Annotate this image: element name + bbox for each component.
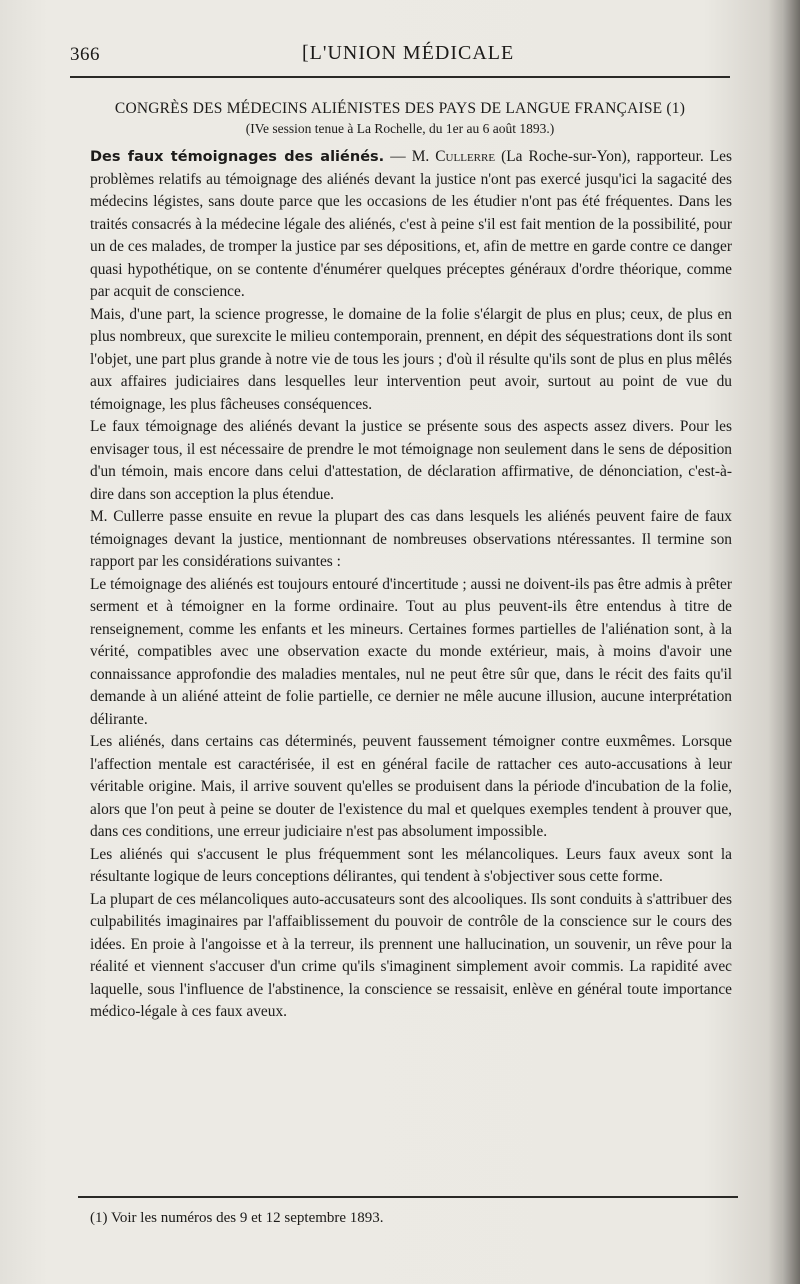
paragraph-text: (La Roche-sur-Yon), rapporteur. Les problèmes relatifs au témoignage des aliénés devant la justice n'ont pas exercé jusqu'ici la sagacité des médecins légistes, sans doute parce que les occasions de les étudier n'ont pas été fréquentes. Dans les traités consacrés à la médecine légale des aliénés, c'est à peine s'il est fait mention de la possibilité, pour un de ces malades, de tromper la justice par ses dépositions, et, afin de mettre en garde contre ce danger quasi hypothétique, on se contente d'énumérer quelques préceptes généraux d'ordre théorique, comme par acquit de conscience. <box>90 148 732 300</box>
paragraph-dash: — M. <box>384 148 436 165</box>
section-title: CONGRÈS DES MÉDECINS ALIÉNISTES DES PAYS DE LANGUE FRANÇAISE (1) <box>114 100 686 117</box>
page-edge-shadow <box>782 0 800 1284</box>
paragraph-6: Les aliénés, dans certains cas déterminés, peuvent faussement témoigner contre euxmêmes. Lorsque l'affection mentale est caractérisée, il est en général facile de rattacher ces auto-accusations à leur véritable origine. Mais, il arrive souvent qu'elles se produisent dans la période d'incubation de la folie, alors que l'on peut à peine se douter de l'existence du mal et quelques exemples tendent à prouver que, dans ces conditions, une erreur judiciaire n'est pas absolument impossible. <box>90 733 732 840</box>
paragraph-3: Le faux témoignage des aliénés devant la justice se présente sous des aspects assez divers. Pour les envisager tous, il est nécessaire de prendre le mot témoignage non seulement dans le sens de déposition d'un témoin, mais encore dans celui d'attestation, de déclaration affirmative, de dénonciation, c'est-à-dire dans son acception la plus étendue. <box>90 418 732 503</box>
paragraph-1 <box>90 146 732 304</box>
page-number: 366 <box>70 44 100 65</box>
page-header <box>70 40 730 70</box>
paragraph-5: Le témoignage des aliénés est toujours entouré d'incertitude ; aussi ne doivent-ils pas être admis à prêter serment et à témoigner en la forme ordinaire. Tout au plus peuvent-ils être entendus à titre de renseignement, comme les enfants et les mineurs. Certaines formes partielles de l'aliénation sont, à la vérité, compatibles avec une observation exacte du monde extérieur, mais, à moins d'avoir une connaissance approfondie des maladies mentales, nul ne peut être sûr que, dans le récit des faits qu'il demande à un aliéné atteint de folie partielle, ce dernier ne mêle aucune illusion, aucune interprétation délirante. <box>90 575 732 728</box>
footnote: (1) Voir les numéros des 9 et 12 septembre 1893. <box>90 1210 384 1226</box>
paragraph-2: Mais, d'une part, la science progresse, le domaine de la folie s'élargit de plus en plus; ceux, de plus en plus nombreux, que surexcite le milieu contemporain, prennent, en dépit des séquestrations dont ils sont l'objet, une part plus grande à notre vie de tous les jours ; d'où il résulte qu'ils sont de plus en plus mêlés aux affaires judiciaires dans lesquelles leur intervention peut avoir, surtout au point de vue du témoignage, les plus fâcheuses conséquences. <box>90 305 732 413</box>
section-subtitle: (IVe session tenue à La Rochelle, du 1er au 6 août 1893.) <box>245 121 555 136</box>
paragraph-8: La plupart de ces mélancoliques auto-accusateurs sont des alcooliques. Ils sont conduits à s'attribuer des culpabilités imaginaires par l'affaiblissement du pouvoir de contrôle de la conscience sur le cours des idées. En proie à l'angoisse et à la terreur, ils prennent une hallucination, un souvenir, un rêve pour la réalité et viennent s'accuser d'un crime qu'ils s'imaginent simplement avoir commis. La rapidité avec laquelle, sous l'influence de l'abstinence, la conscience se ressaisit, enlève en général toute importance médico-légale à ces faux aveux. <box>90 890 732 1020</box>
paragraph-7: Les aliénés qui s'accusent le plus fréquemment sont les mélancoliques. Leurs faux aveux sont la résultante logique de leurs conceptions délirantes, qui tendent à s'objectiver sous cette forme. <box>90 845 732 885</box>
paragraph-4: M. Cullerre passe ensuite en revue la plupart des cas dans lesquels les aliénés peuvent faire de faux témoignages devant la justice, mentionnant de nombreuses observations ntéressantes. Il termine son rapport par les considérations suivantes : <box>90 508 732 570</box>
paragraph-lead-in: Des faux témoignages des aliénés. <box>90 149 385 165</box>
author-name: Cullerre <box>435 148 496 165</box>
article-body <box>90 146 732 1024</box>
running-title: [L'UNION MÉDICALE <box>302 42 515 64</box>
header-rule <box>70 76 730 78</box>
footnote-rule <box>78 1196 738 1198</box>
